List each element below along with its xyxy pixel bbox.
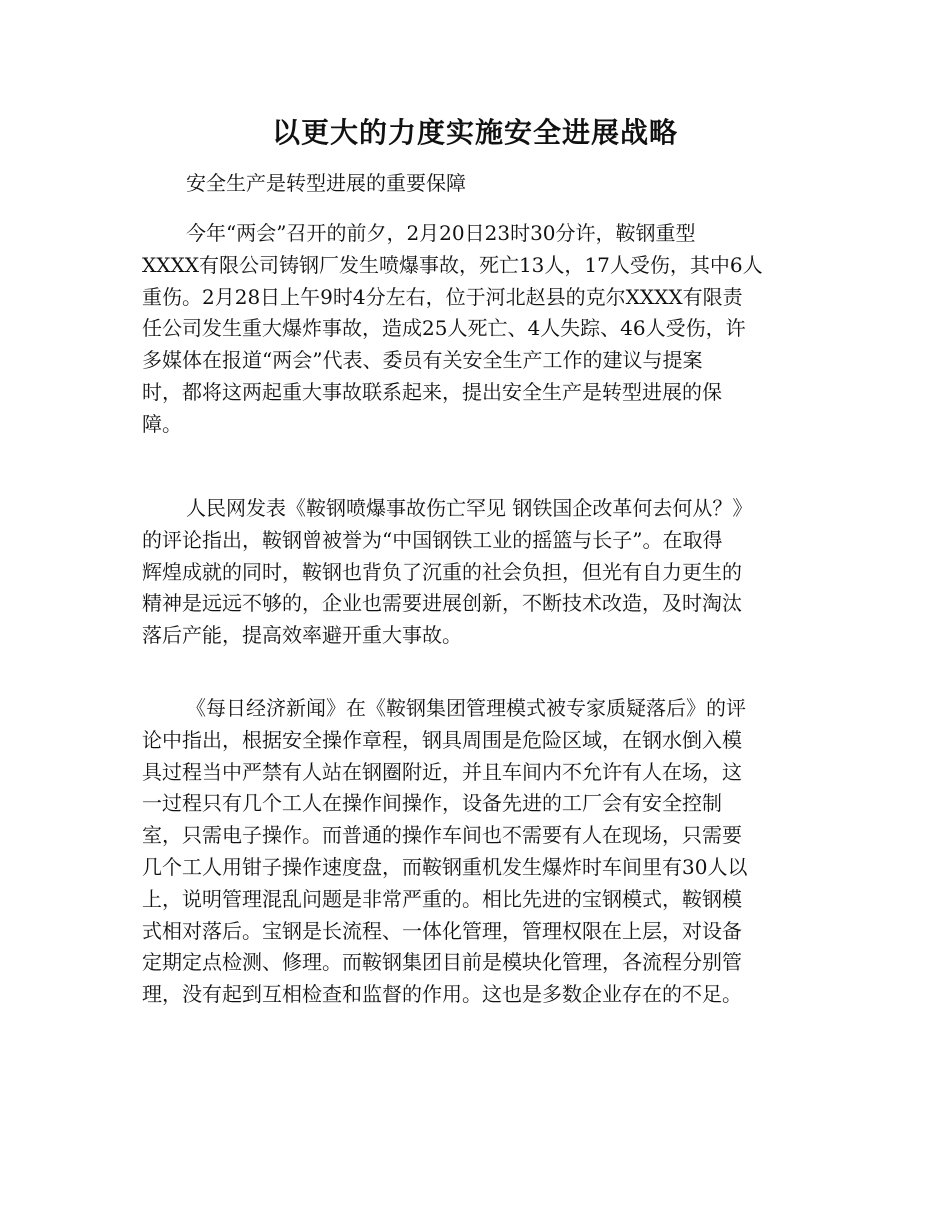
paragraph-line: 人民网发表《鞍钢喷爆事故伤亡罕见 钢铁国企改革何去何从？》 xyxy=(186,496,753,520)
paragraph-line: 上，说明管理混乱问题是非常严重的。相比先进的宝钢模式，鞍钢模 xyxy=(142,886,742,911)
paragraph-line: 室，只需电子操作。而普通的操作车间也不需要有人在现场，只需要 xyxy=(142,823,742,848)
paragraph-line: 式相对落后。宝钢是长流程、一体化管理，管理权限在上层，对设备 xyxy=(142,918,742,943)
paragraph-line: 定期定点检测、修理。而鞍钢集团目前是模块化管理，各流程分别管 xyxy=(142,950,742,975)
paragraph-line: 障。 xyxy=(142,411,182,436)
paragraph-3 xyxy=(142,693,822,1011)
paragraph-line: 辉煌成就的同时，鞍钢也背负了沉重的社会负担，但光有自力更生的 xyxy=(142,559,742,584)
document-subtitle: 安全生产是转型进展的重要保障 xyxy=(186,171,466,195)
paragraph-line: 具过程当中严禁有人站在钢圈附近，并且车间内不允许有人在场，这 xyxy=(142,759,742,784)
paragraph-line: 几个工人用钳子操作速度盘，而鞍钢重机发生爆炸时车间里有30人以 xyxy=(142,854,748,879)
paragraph-line: 任公司发生重大爆炸事故，造成25人死亡、4人失踪、46人受伤，许 xyxy=(142,316,746,341)
paragraph-line: XXXX有限公司铸钢厂发生喷爆事故，死亡13人，17人受伤，其中6人 xyxy=(142,252,763,277)
paragraph-line: 的评论指出，鞍钢曾被誉为“中国钢铁工业的摇篮与长子”。在取得 xyxy=(142,527,723,552)
paragraph-line: 时，都将这两起重大事故联系起来，提出安全生产是转型进展的保 xyxy=(142,379,722,404)
paragraph-line: 精神是远远不够的，企业也需要进展创新，不断技术改造，及时淘汰 xyxy=(142,591,742,616)
paragraph-line: 多媒体在报道“两会”代表、委员有关安全生产工作的建议与提案 xyxy=(142,348,703,373)
paragraph-line: 重伤。2月28日上午9时4分左右，位于河北赵县的克尔XXXX有限责 xyxy=(142,284,743,309)
paragraph-1 xyxy=(142,218,822,441)
paragraph-line: 落后产能，提高效率避开重大事故。 xyxy=(142,623,462,648)
paragraph-line: 论中指出，根据安全操作章程，钢具周围是危险区域，在钢水倒入模 xyxy=(142,727,742,752)
paragraph-line: 今年“两会”召开的前夕，2月20日23时30分许，鞍钢重型 xyxy=(186,221,696,245)
paragraph-line: 《每日经济新闻》在《鞍钢集团管理模式被专家质疑落后》的评 xyxy=(186,696,746,720)
document-title: 以更大的力度实施安全进展战略 xyxy=(271,116,678,149)
paragraph-line: 一过程只有几个工人在操作间操作，设备先进的工厂会有安全控制 xyxy=(142,791,722,816)
paragraph-line: 理，没有起到互相检查和监督的作用。这也是多数企业存在的不足。 xyxy=(142,982,742,1007)
paragraph-2 xyxy=(142,493,822,652)
